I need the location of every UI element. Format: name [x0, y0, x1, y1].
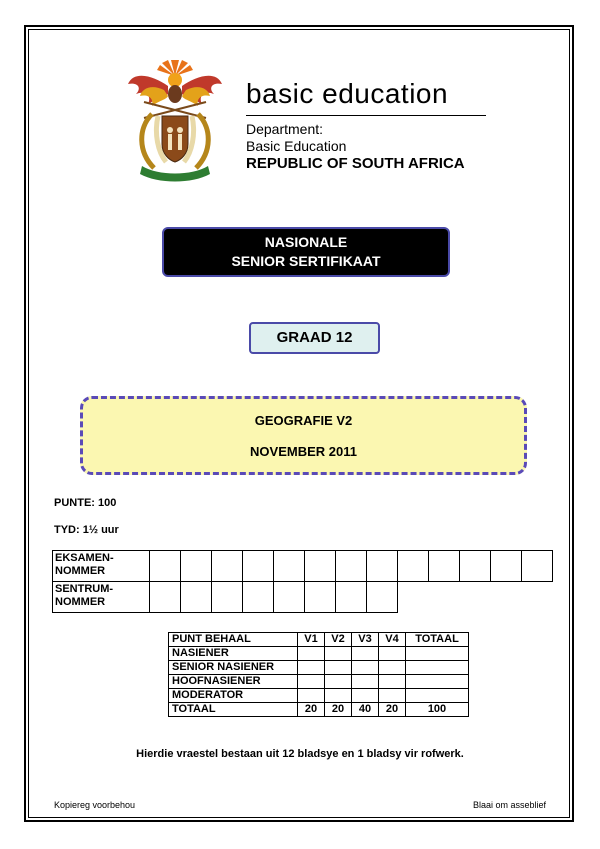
marks-header-cell: TOTAAL: [406, 633, 469, 647]
centre-number-row: [53, 582, 553, 613]
brand-underline: [246, 115, 486, 116]
exam-number-cell[interactable]: [336, 551, 367, 582]
empty-cell: [460, 582, 491, 613]
exam-number-label-line2: NOMMER: [55, 565, 106, 577]
qualification-line-2: SENIOR SERTIFIKAAT: [231, 253, 381, 269]
marks-cell[interactable]: [379, 675, 406, 689]
marks-total-cell: 40: [352, 703, 379, 717]
qualification-line-1: NASIONALE: [264, 234, 348, 250]
marks-cell[interactable]: [352, 661, 379, 675]
candidate-id-table: [52, 550, 553, 613]
marks-cell[interactable]: [406, 647, 469, 661]
marks-total-row: [169, 703, 469, 717]
marks-row: [169, 647, 469, 661]
marks-total-cell: 100: [406, 703, 469, 717]
exam-date: NOVEMBER 2011: [250, 444, 357, 459]
exam-number-cell[interactable]: [429, 551, 460, 582]
centre-number-cell[interactable]: [336, 582, 367, 613]
marks-cell[interactable]: [406, 689, 469, 703]
exam-number-cell[interactable]: [398, 551, 429, 582]
marks-row: [169, 689, 469, 703]
marks-cell[interactable]: [352, 689, 379, 703]
grade-badge: GRAAD 12: [249, 322, 380, 354]
marks-header-row: [169, 633, 469, 647]
centre-number-label-line2: NOMMER: [55, 596, 106, 608]
marks-cell[interactable]: [325, 647, 352, 661]
exam-number-cell[interactable]: [305, 551, 336, 582]
marks-cell[interactable]: [352, 647, 379, 661]
exam-number-cell[interactable]: [181, 551, 212, 582]
marks-cell[interactable]: [298, 647, 325, 661]
empty-cell: [522, 582, 553, 613]
marks-cell[interactable]: [298, 675, 325, 689]
exam-number-cell[interactable]: [367, 551, 398, 582]
marks-header-cell: V4: [379, 633, 406, 647]
centre-number-cell[interactable]: [274, 582, 305, 613]
marks-cell[interactable]: [379, 661, 406, 675]
qualification-title-box: [162, 227, 450, 277]
exam-number-cell[interactable]: [243, 551, 274, 582]
marks-cell[interactable]: [298, 689, 325, 703]
copyright-footer: Kopiereg voorbehou: [54, 800, 136, 810]
marks-cell[interactable]: [379, 647, 406, 661]
exam-number-cell[interactable]: [212, 551, 243, 582]
centre-number-cell[interactable]: [243, 582, 274, 613]
marks-table: [168, 632, 469, 717]
department-name: Basic Education: [246, 138, 347, 154]
exam-number-cell[interactable]: [460, 551, 491, 582]
country-name: REPUBLIC OF SOUTH AFRICA: [246, 155, 465, 172]
coat-of-arms-logo: [124, 58, 226, 182]
marks-cell[interactable]: [406, 661, 469, 675]
marks-header-cell: PUNT BEHAAL: [169, 633, 298, 647]
marks-total-cell: 20: [379, 703, 406, 717]
turn-over-footer: Blaai om asseblief: [472, 800, 546, 810]
marks-row-label: TOTAAL: [169, 703, 298, 717]
centre-number-cell[interactable]: [212, 582, 243, 613]
total-marks: PUNTE: 100: [54, 497, 117, 509]
marks-row-label: HOOFNASIENER: [169, 675, 298, 689]
centre-number-label-line1: SENTRUM-: [55, 583, 114, 595]
exam-number-cell[interactable]: [491, 551, 522, 582]
exam-number-cell[interactable]: [150, 551, 181, 582]
marks-row: [169, 675, 469, 689]
marks-total-cell: 20: [325, 703, 352, 717]
exam-number-label-line1: EKSAMEN-: [55, 552, 114, 564]
exam-number-row: [53, 551, 553, 582]
marks-header-cell: V3: [352, 633, 379, 647]
centre-number-cell[interactable]: [367, 582, 398, 613]
centre-number-cell[interactable]: [305, 582, 336, 613]
marks-cell[interactable]: [325, 661, 352, 675]
marks-cell[interactable]: [379, 689, 406, 703]
marks-cell[interactable]: [352, 675, 379, 689]
page-count-note: Hierdie vraestel bestaan uit 12 bladsye en 1 bladsy vir rofwerk.: [136, 748, 464, 760]
centre-number-label: [53, 582, 150, 613]
marks-header-cell: V2: [325, 633, 352, 647]
brand-wordmark: basic education: [246, 78, 449, 109]
marks-total-cell: 20: [298, 703, 325, 717]
marks-row-label: SENIOR NASIENER: [169, 661, 298, 675]
exam-number-cell[interactable]: [522, 551, 553, 582]
marks-cell[interactable]: [298, 661, 325, 675]
subject-name: GEOGRAFIE V2: [254, 413, 353, 428]
marks-cell[interactable]: [325, 675, 352, 689]
empty-cell: [398, 582, 429, 613]
marks-row-label: MODERATOR: [169, 689, 298, 703]
exam-number-label: [53, 551, 150, 582]
department-label: Department:: [246, 121, 324, 137]
marks-row-label: NASIENER: [169, 647, 298, 661]
marks-cell[interactable]: [406, 675, 469, 689]
exam-number-cell[interactable]: [274, 551, 305, 582]
subject-box: [80, 396, 527, 475]
empty-cell: [429, 582, 460, 613]
marks-row: [169, 661, 469, 675]
centre-number-cell[interactable]: [181, 582, 212, 613]
empty-cell: [491, 582, 522, 613]
marks-cell[interactable]: [325, 689, 352, 703]
marks-header-cell: V1: [298, 633, 325, 647]
time-allowed: TYD: 1½ uur: [54, 524, 119, 536]
centre-number-cell[interactable]: [150, 582, 181, 613]
